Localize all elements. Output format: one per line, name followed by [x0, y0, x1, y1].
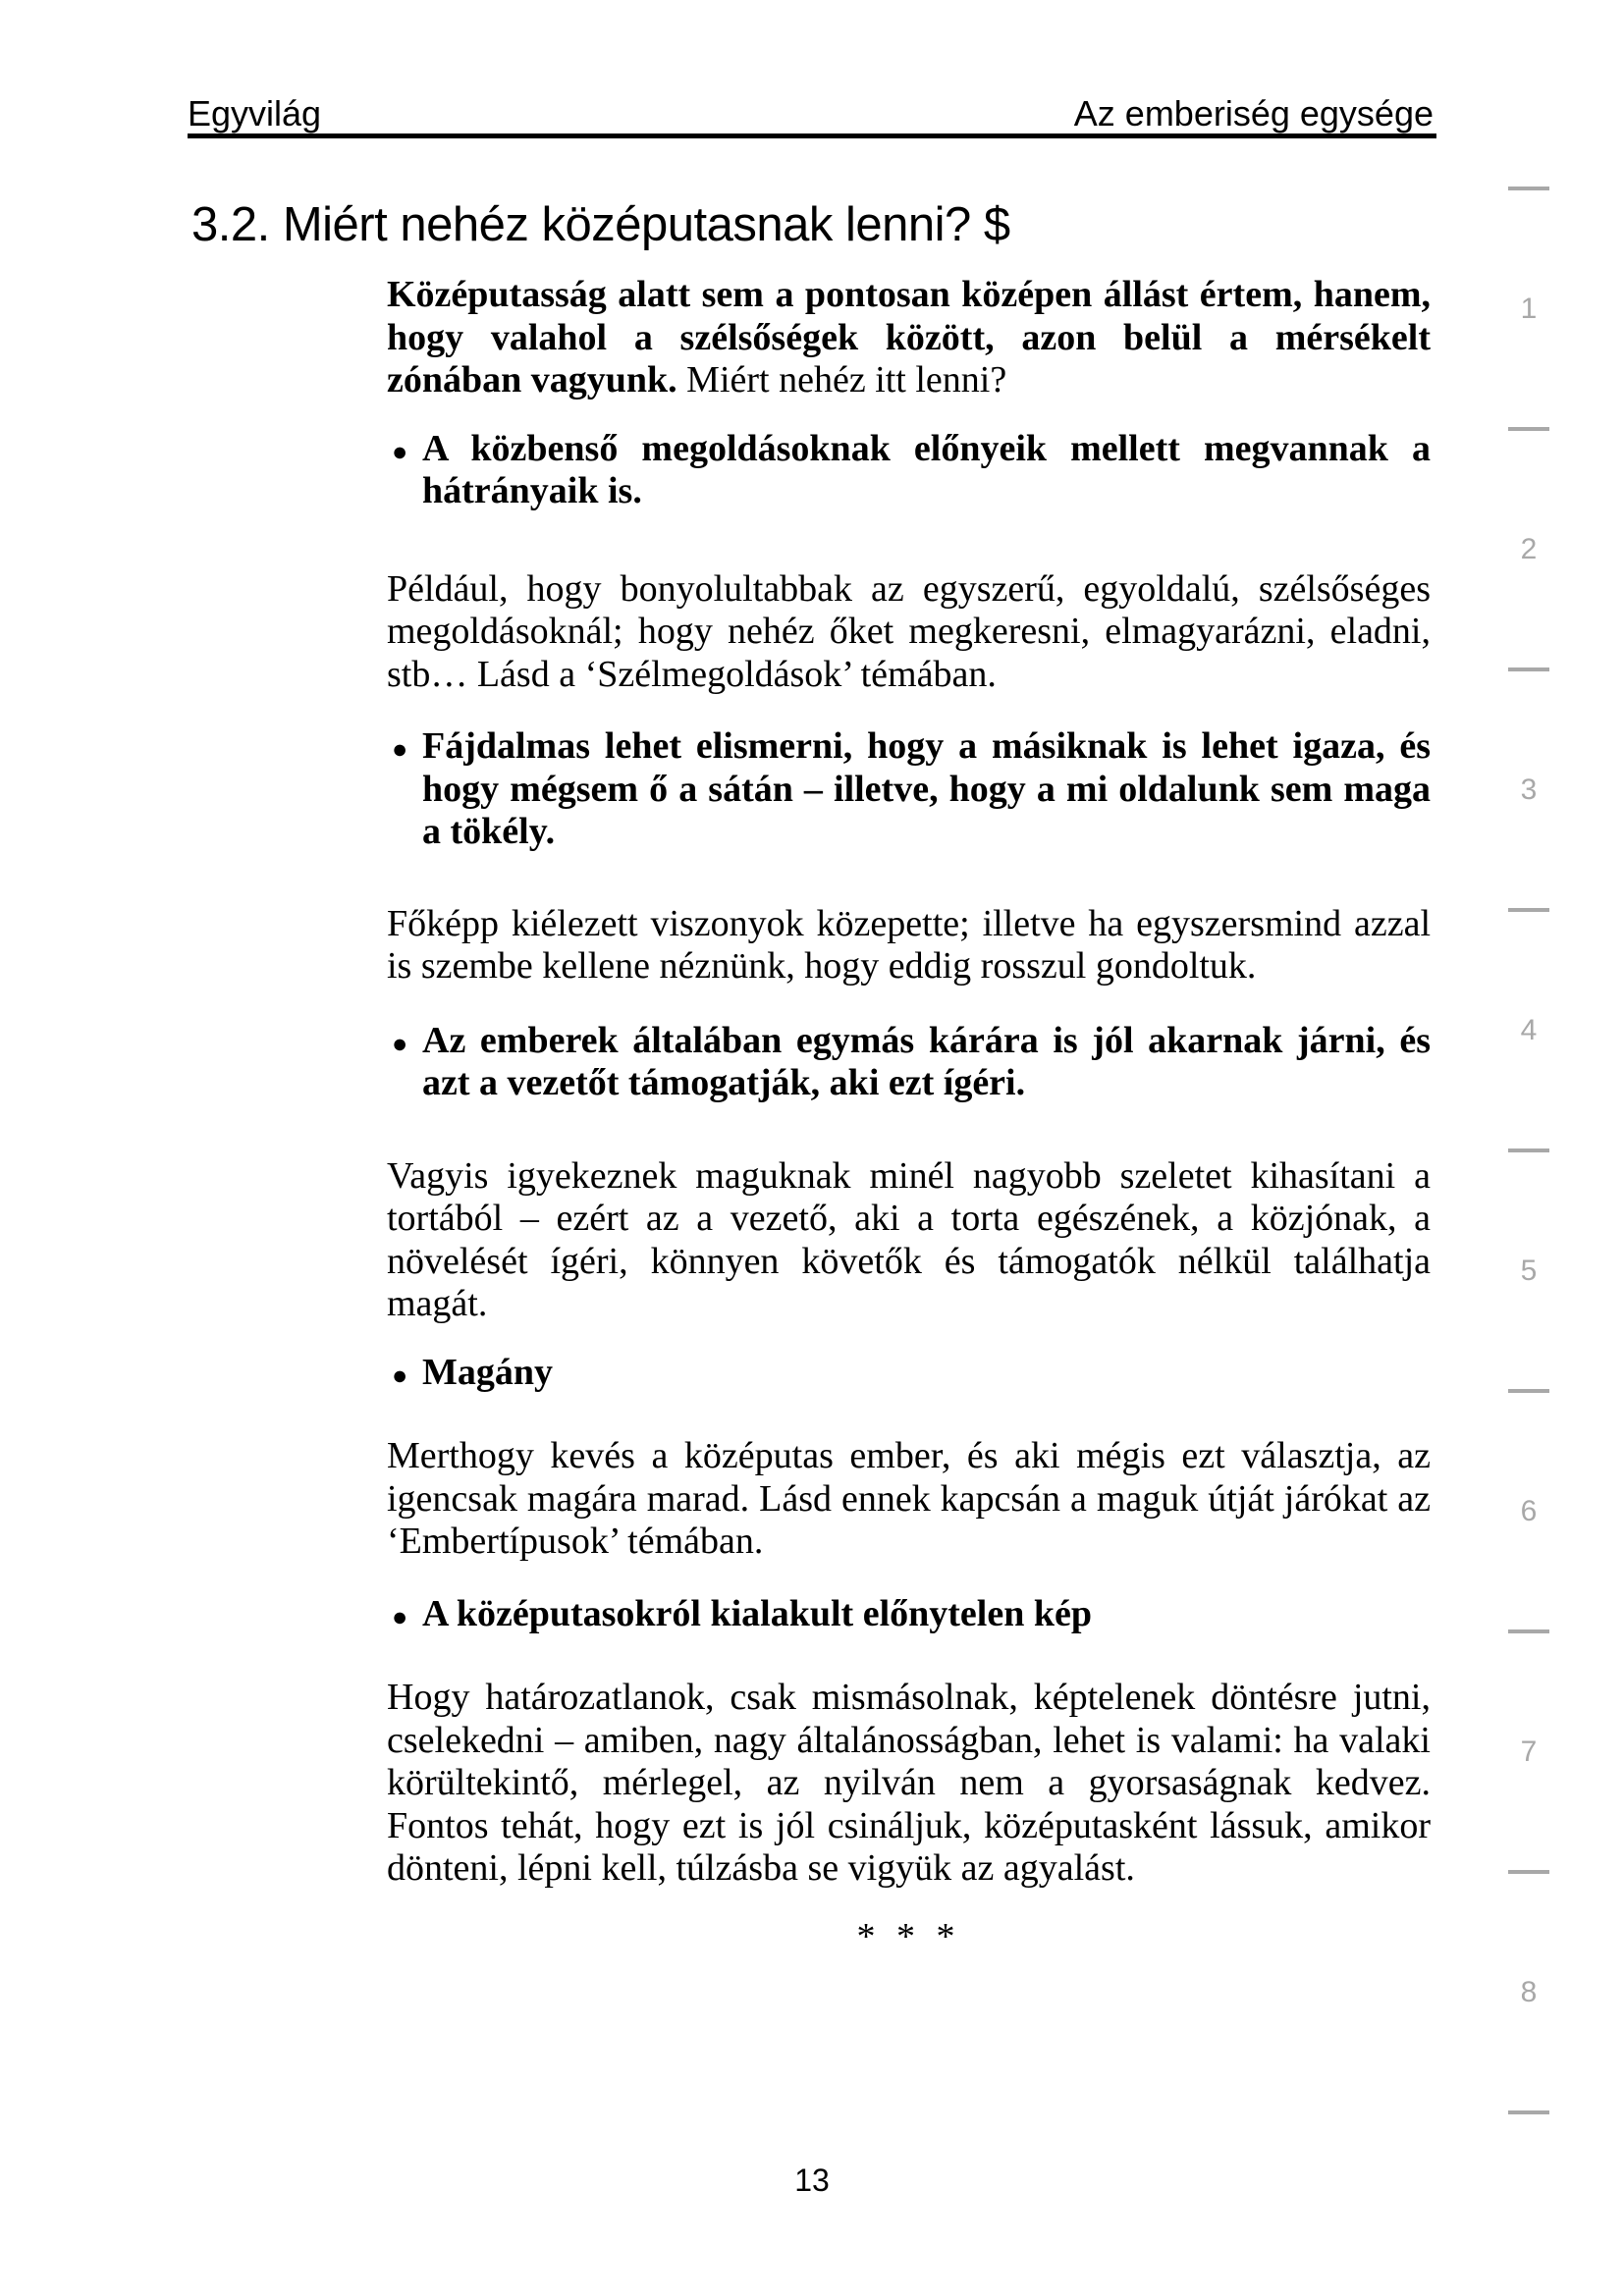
- margin-dash: [1508, 667, 1549, 671]
- bullet-text: A közbenső megoldásoknak előnyeik mellett megvannak a hátrányaik is.: [422, 427, 1431, 511]
- margin-dash: [1508, 1148, 1549, 1152]
- bullet-dot-icon: ●: [392, 1360, 408, 1390]
- lead-paragraph-bold: Középutasság alatt sem a pontosan középen állást értem, hanem, hogy valahol a szélsőségek között, azon belül a mérsékelt zónában vagyunk.: [387, 274, 1431, 400]
- margin-number: 5: [1520, 1254, 1538, 1287]
- body-paragraph: Például, hogy bonyolultabbak az egyszerű, egyoldalú, szélsőséges megoldásoknál; hogy nehéz őket megkeresni, elmagyarázni, eladni, stb… Lásd a ‘Szélmegoldások’ témában.: [387, 567, 1431, 695]
- bullet-item: [387, 1593, 1431, 1636]
- body-column: [387, 274, 1431, 1958]
- margin-dash: [1508, 908, 1549, 912]
- header-rule: [188, 133, 1436, 138]
- body-paragraph: Vagyis igyekeznek maguknak minél nagyobb szeletet kihasítani a tortából – ezért az a vezető, aki a torta egészének, a közjónak, a növelését ígéri, könnyen követők és támogatók nélkül találhatja magát.: [387, 1154, 1431, 1324]
- bullet-item: [387, 1020, 1431, 1105]
- bullet-dot-icon: ●: [392, 734, 408, 764]
- margin-number: 1: [1520, 292, 1538, 325]
- margin-dash: [1508, 1629, 1549, 1633]
- margin-number: 4: [1520, 1013, 1538, 1046]
- body-paragraph: Hogy határozatlanok, csak mismásolnak, képtelenek döntésre jutni, cselekedni – amiben, nagy általánosságban, lehet is valami: ha valaki körültekintő, mérlegel, az nyilván nem a gyorsaságnak kedvez. Fontos tehát, hogy ezt is jól csináljuk, középutasként lássuk, amikor dönteni, lépni kell, túlzásba se vigyük az agyalást.: [387, 1677, 1431, 1889]
- page-number: 13: [794, 2163, 830, 2198]
- header-right-title: Az emberiség egysége: [1073, 93, 1434, 133]
- margin-number: 7: [1520, 1735, 1538, 1768]
- bullet-item: [387, 1352, 1431, 1395]
- margin-dash: [1508, 1870, 1549, 1874]
- header-left-title: Egyvilág: [188, 93, 322, 133]
- section-separator: * * *: [856, 1915, 961, 1957]
- margin-number: 2: [1520, 532, 1538, 565]
- bullet-text: Az emberek általában egymás kárára is jól akarnak járni, és azt a vezetőt támogatják, aki ezt ígéri.: [422, 1019, 1431, 1103]
- lead-paragraph-regular: Miért nehéz itt lenni?: [677, 359, 1007, 400]
- bullet-text: A középutasokról kialakult előnytelen kép: [422, 1592, 1092, 1634]
- page-header: [188, 94, 1434, 133]
- margin-dash: [1508, 1389, 1549, 1393]
- margin-dash: [1508, 2110, 1549, 2114]
- body-paragraph: Főképp kiélezett viszonyok közepette; illetve ha egyszersmind azzal is szembe kellene néznünk, hogy eddig rosszul gondoltuk.: [387, 902, 1431, 987]
- margin-number: 6: [1520, 1494, 1538, 1527]
- section-title: 3.2. Miért nehéz középutasnak lenni? $: [191, 198, 1010, 251]
- bullet-item: [387, 725, 1431, 854]
- margin-dash: [1508, 187, 1549, 190]
- bullet-text: Fájdalmas lehet elismerni, hogy a másiknak is lehet igaza, és hogy mégsem ő a sátán – illetve, hogy a mi oldalunk sem maga a tökély.: [422, 725, 1431, 852]
- bullet-item: [387, 428, 1431, 513]
- margin-dash: [1508, 427, 1549, 431]
- bullet-dot-icon: ●: [392, 436, 408, 466]
- bullet-dot-icon: ●: [392, 1028, 408, 1058]
- bullet-dot-icon: ●: [392, 1601, 408, 1631]
- margin-number: 8: [1520, 1975, 1538, 2008]
- bullet-text: Magány: [422, 1351, 553, 1393]
- margin-number: 3: [1520, 773, 1538, 806]
- lead-paragraph: [387, 274, 1431, 402]
- body-paragraph: Merthogy kevés a középutas ember, és aki mégis ezt választja, az igencsak magára marad. Lásd ennek kapcsán a maguk útját járókat az ‘Embertípusok’ témában.: [387, 1435, 1431, 1562]
